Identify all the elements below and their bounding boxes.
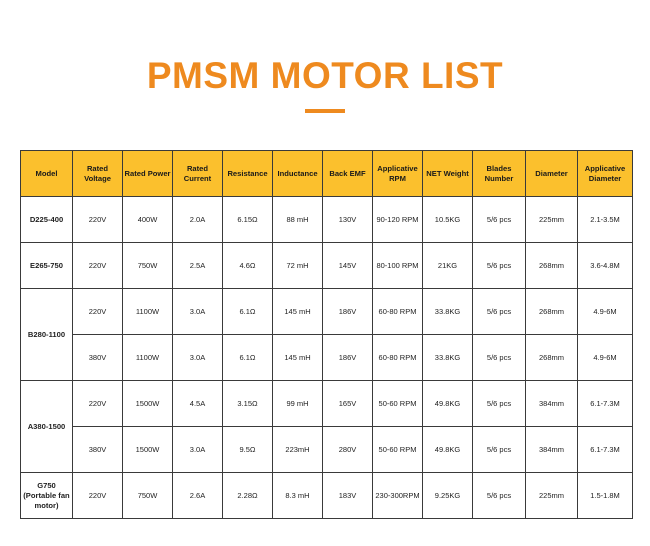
table-cell: 230-300RPM [373,473,423,519]
table-cell: 145 mH [273,289,323,335]
table-cell: 400W [123,197,173,243]
table-cell: 99 mH [273,381,323,427]
table-cell: 49.8KG [423,381,473,427]
table-row [21,335,633,381]
table-cell: 6.1Ω [223,289,273,335]
table-cell: 3.0A [173,427,223,473]
table-cell: 1500W [123,427,173,473]
table-cell: 9.25KG [423,473,473,519]
table-cell: 10.5KG [423,197,473,243]
table-cell: 2.1-3.5M [578,197,633,243]
table-cell: 6.1Ω [223,335,273,381]
table-cell: 5/6 pcs [473,473,526,519]
header-diameter: Diameter [526,151,578,197]
table-cell: 225mm [526,197,578,243]
table-cell: 225mm [526,473,578,519]
table-cell: 72 mH [273,243,323,289]
table-cell: 2.28Ω [223,473,273,519]
header-rated-power: Rated Power [123,151,173,197]
table-cell: 183V [323,473,373,519]
table-row [21,243,633,289]
table-cell: 220V [73,381,123,427]
table-cell: 4.5A [173,381,223,427]
table-cell: 2.6A [173,473,223,519]
model-cell: B280-1100 [21,289,73,381]
table-cell: 186V [323,335,373,381]
header-blades-number: Blades Number [473,151,526,197]
table-header-row [21,151,633,197]
table-cell: 380V [73,427,123,473]
table-cell: 2.5A [173,243,223,289]
table-cell: 384mm [526,427,578,473]
header-rated-voltage: Rated Voltage [73,151,123,197]
table-cell: 50-60 RPM [373,427,423,473]
header-inductance: Inductance [273,151,323,197]
table-cell: 4.9-6M [578,289,633,335]
table-cell: 1.5-1.8M [578,473,633,519]
header-applicative-rpm: Applicative RPM [373,151,423,197]
table-cell: 223mH [273,427,323,473]
model-cell: D225-400 [21,197,73,243]
table-cell: 5/6 pcs [473,427,526,473]
header-rated-current: Rated Current [173,151,223,197]
table-cell: 186V [323,289,373,335]
table-cell: 4.6Ω [223,243,273,289]
table-cell: 165V [323,381,373,427]
table-cell: 220V [73,289,123,335]
table-cell: 8.3 mH [273,473,323,519]
table-cell: 268mm [526,243,578,289]
table-cell: 3.0A [173,335,223,381]
table-cell: 268mm [526,289,578,335]
table-cell: 220V [73,197,123,243]
table-cell: 380V [73,335,123,381]
table-cell: 3.6-4.8M [578,243,633,289]
table-row [21,197,633,243]
table-cell: 33.8KG [423,335,473,381]
table-cell: 220V [73,473,123,519]
page-title: PMSM MOTOR LIST [146,55,504,96]
motor-spec-table [20,150,633,519]
table-cell: 60-80 RPM [373,289,423,335]
model-cell: E265-750 [21,243,73,289]
table-cell: 5/6 pcs [473,381,526,427]
table-cell: 80-100 RPM [373,243,423,289]
header-resistance: Resistance [223,151,273,197]
table-row [21,473,633,519]
table-cell: 2.0A [173,197,223,243]
table-cell: 145 mH [273,335,323,381]
table-cell: 4.9-6M [578,335,633,381]
table-cell: 145V [323,243,373,289]
table-cell: 268mm [526,335,578,381]
model-cell: A380-1500 [21,381,73,473]
header-net-weight: NET Weight [423,151,473,197]
table-row [21,427,633,473]
table-cell: 1100W [123,335,173,381]
table-cell: 50-60 RPM [373,381,423,427]
table-cell: 5/6 pcs [473,335,526,381]
table-row [21,289,633,335]
table-cell: 5/6 pcs [473,243,526,289]
table-cell: 49.8KG [423,427,473,473]
header-back-emf: Back EMF [323,151,373,197]
title-underline [305,109,345,113]
table-cell: 3.0A [173,289,223,335]
table-cell: 6.15Ω [223,197,273,243]
table-cell: 1100W [123,289,173,335]
table-cell: 750W [123,473,173,519]
header-applicative-diameter: Applicative Diameter [578,151,633,197]
table-cell: 33.8KG [423,289,473,335]
table-cell: 280V [323,427,373,473]
table-cell: 90-120 RPM [373,197,423,243]
table-cell: 6.1-7.3M [578,381,633,427]
table-row [21,381,633,427]
table-cell: 9.5Ω [223,427,273,473]
table-cell: 21KG [423,243,473,289]
table-cell: 6.1-7.3M [578,427,633,473]
table-cell: 88 mH [273,197,323,243]
table-cell: 5/6 pcs [473,197,526,243]
table-cell: 1500W [123,381,173,427]
table-cell: 220V [73,243,123,289]
model-cell: G750 (Portable fan motor) [21,473,73,519]
table-cell: 130V [323,197,373,243]
table-cell: 5/6 pcs [473,289,526,335]
header-model: Model [21,151,73,197]
table-cell: 3.15Ω [223,381,273,427]
table-cell: 750W [123,243,173,289]
table-cell: 384mm [526,381,578,427]
table-cell: 60-80 RPM [373,335,423,381]
